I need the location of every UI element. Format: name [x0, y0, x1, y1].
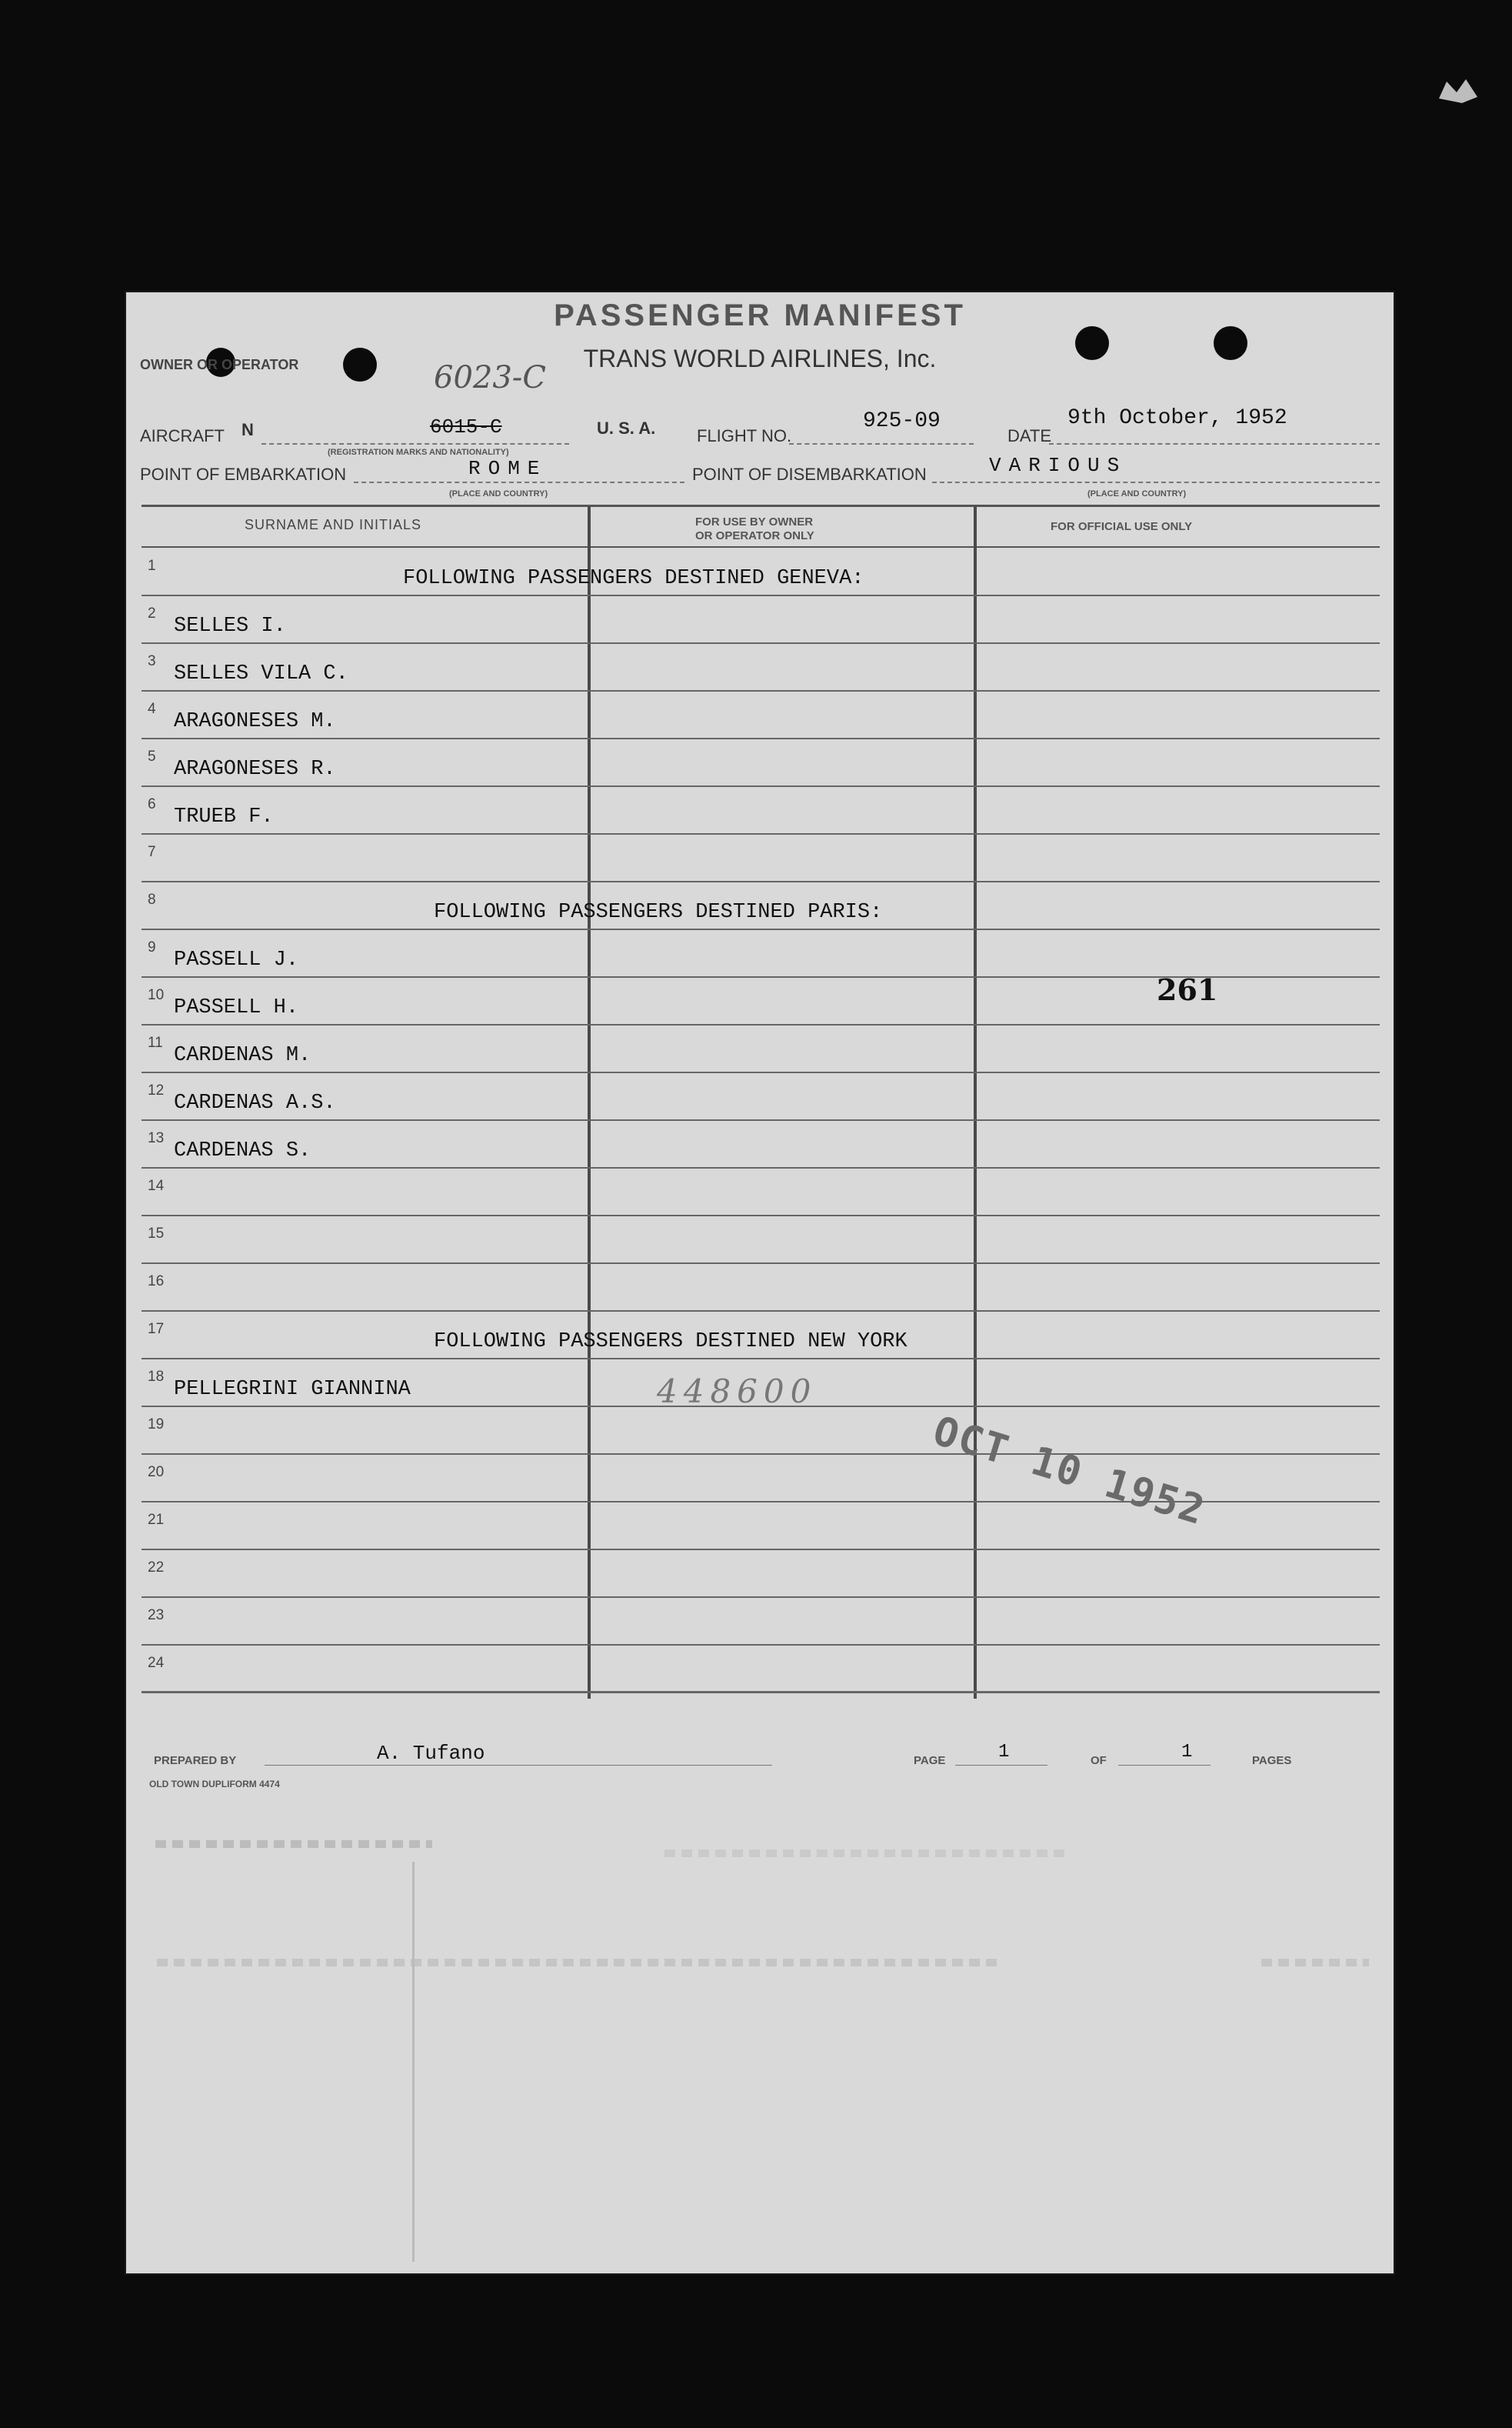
flight-number: 925-09 — [863, 409, 941, 433]
table-row — [142, 1646, 1380, 1693]
corner-mark — [1435, 75, 1481, 108]
disembarkation-value: VARIOUS — [989, 454, 1127, 477]
passenger-name: ARAGONESES M. — [174, 710, 336, 733]
of-line — [1118, 1765, 1211, 1766]
passenger-name: ARAGONESES R. — [174, 758, 336, 781]
table-row — [142, 1216, 1380, 1264]
page-value: 1 — [998, 1742, 1010, 1763]
page-line — [955, 1765, 1047, 1766]
row-number: 4 — [148, 701, 156, 717]
table-row — [142, 1407, 1380, 1455]
row-number: 8 — [148, 892, 156, 908]
official-number: 261 — [1157, 972, 1218, 1007]
row-number: 7 — [148, 844, 156, 860]
row-number: 13 — [148, 1130, 165, 1146]
col-surname-header: SURNAME AND INITIALS — [245, 517, 422, 532]
row-number: 22 — [148, 1559, 165, 1576]
table-row — [142, 644, 1380, 692]
country: U. S. A. — [597, 419, 656, 438]
row-number: 21 — [148, 1512, 165, 1528]
row-number: 20 — [148, 1464, 165, 1480]
aircraft-prefix: N — [241, 420, 254, 439]
table-row — [142, 787, 1380, 835]
row-number: 2 — [148, 605, 156, 622]
bleed-through-marks — [664, 1849, 1064, 1857]
row-number: 5 — [148, 749, 156, 765]
bleed-through-marks — [1261, 1959, 1369, 1966]
embarkation-line — [354, 482, 684, 483]
page-label: PAGE — [914, 1754, 946, 1767]
date-value: 9th October, 1952 — [1067, 406, 1287, 430]
row-number: 18 — [148, 1369, 165, 1385]
flight-line — [789, 443, 974, 445]
table-row — [142, 1264, 1380, 1312]
row-number: 9 — [148, 939, 156, 956]
aircraft-line — [261, 443, 569, 445]
table-row — [142, 1121, 1380, 1169]
header-rule-bottom — [142, 546, 1380, 548]
of-value: 1 — [1181, 1742, 1193, 1763]
row-number: 15 — [148, 1226, 165, 1242]
col-owner-header-2: OR OPERATOR ONLY — [695, 529, 814, 542]
table-row — [142, 835, 1380, 882]
passenger-name: SELLES I. — [174, 615, 286, 638]
row-number: 12 — [148, 1082, 165, 1099]
table-row — [142, 1312, 1380, 1359]
table-row — [142, 930, 1380, 978]
date-stamp: OCT 10 1952 — [928, 1408, 1211, 1535]
aircraft-number: 6015-C — [430, 415, 502, 439]
embarkation-value: ROME — [468, 457, 548, 480]
owner-label: OWNER OR OPERATOR — [140, 357, 299, 372]
row-number: 6 — [148, 796, 156, 812]
registration-caption: (REGISTRATION MARKS AND NATIONALITY) — [328, 448, 509, 457]
row-number: 16 — [148, 1273, 165, 1289]
company-name: TRANS WORLD AIRLINES, Inc. — [583, 345, 937, 372]
passenger-name: CARDENAS M. — [174, 1044, 311, 1067]
passenger-name: PASSELL H. — [174, 996, 299, 1019]
passenger-name: PELLEGRINI GIANNINA — [174, 1378, 411, 1401]
passenger-name: PASSELL J. — [174, 949, 299, 972]
manifest-page — [126, 292, 1394, 2273]
date-label: DATE — [1007, 426, 1052, 445]
section-heading: FOLLOWING PASSENGERS DESTINED GENEVA: — [403, 567, 864, 590]
place-caption-2: (PLACE AND COUNTRY) — [1087, 489, 1187, 499]
bleed-through-marks — [157, 1959, 1003, 1966]
table-row — [142, 549, 1380, 596]
prepared-by-label: PREPARED BY — [154, 1754, 237, 1767]
table-row — [142, 1073, 1380, 1121]
row-number: 14 — [148, 1178, 165, 1194]
table-row — [142, 1598, 1380, 1646]
row-rule — [142, 1691, 1380, 1693]
row-number: 10 — [148, 987, 165, 1003]
prepared-by-value: A. Tufano — [377, 1742, 485, 1765]
aircraft-label: AIRCRAFT — [140, 426, 225, 445]
table-row — [142, 1169, 1380, 1216]
row-number: 11 — [148, 1035, 163, 1051]
disembarkation-line — [932, 482, 1380, 483]
disembarkation-label: POINT OF DISEMBARKATION — [692, 465, 927, 484]
passenger-name: CARDENAS A.S. — [174, 1092, 336, 1115]
row-number: 24 — [148, 1655, 165, 1671]
row-number: 19 — [148, 1416, 165, 1432]
row-number: 17 — [148, 1321, 165, 1337]
table-row — [142, 882, 1380, 930]
header-rule — [142, 505, 1380, 507]
row-number: 23 — [148, 1607, 165, 1623]
passenger-name: SELLES VILA C. — [174, 662, 348, 685]
table-row — [142, 596, 1380, 644]
of-label: OF — [1091, 1754, 1107, 1767]
passenger-name: TRUEB F. — [174, 805, 274, 829]
passenger-name: CARDENAS S. — [174, 1139, 311, 1162]
section-heading: FOLLOWING PASSENGERS DESTINED NEW YORK — [434, 1330, 908, 1353]
bleed-through-marks — [155, 1840, 432, 1848]
form-caption: OLD TOWN DUPLIFORM 4474 — [149, 1779, 280, 1789]
table-row — [142, 1550, 1380, 1598]
section-heading: FOLLOWING PASSENGERS DESTINED PARIS: — [434, 901, 883, 924]
col-official-header: FOR OFFICIAL USE ONLY — [1051, 520, 1193, 533]
aircraft-handwritten: 6023-C — [434, 360, 546, 395]
table-row — [142, 1026, 1380, 1073]
flight-label: FLIGHT NO. — [697, 426, 792, 445]
date-line — [1049, 443, 1380, 445]
handwritten-code: 448600 — [657, 1372, 818, 1410]
bleed-through-line — [412, 1862, 415, 2262]
place-caption: (PLACE AND COUNTRY) — [449, 489, 548, 499]
manifest-title: PASSENGER MANIFEST — [554, 298, 966, 332]
table-row — [142, 692, 1380, 739]
embarkation-label: POINT OF EMBARKATION — [140, 465, 347, 484]
table-row — [142, 739, 1380, 787]
prepared-by-line — [265, 1765, 772, 1766]
pages-label: PAGES — [1252, 1754, 1292, 1767]
row-number: 3 — [148, 653, 156, 669]
col-owner-header-1: FOR USE BY OWNER — [695, 515, 814, 529]
row-number: 1 — [148, 558, 156, 574]
